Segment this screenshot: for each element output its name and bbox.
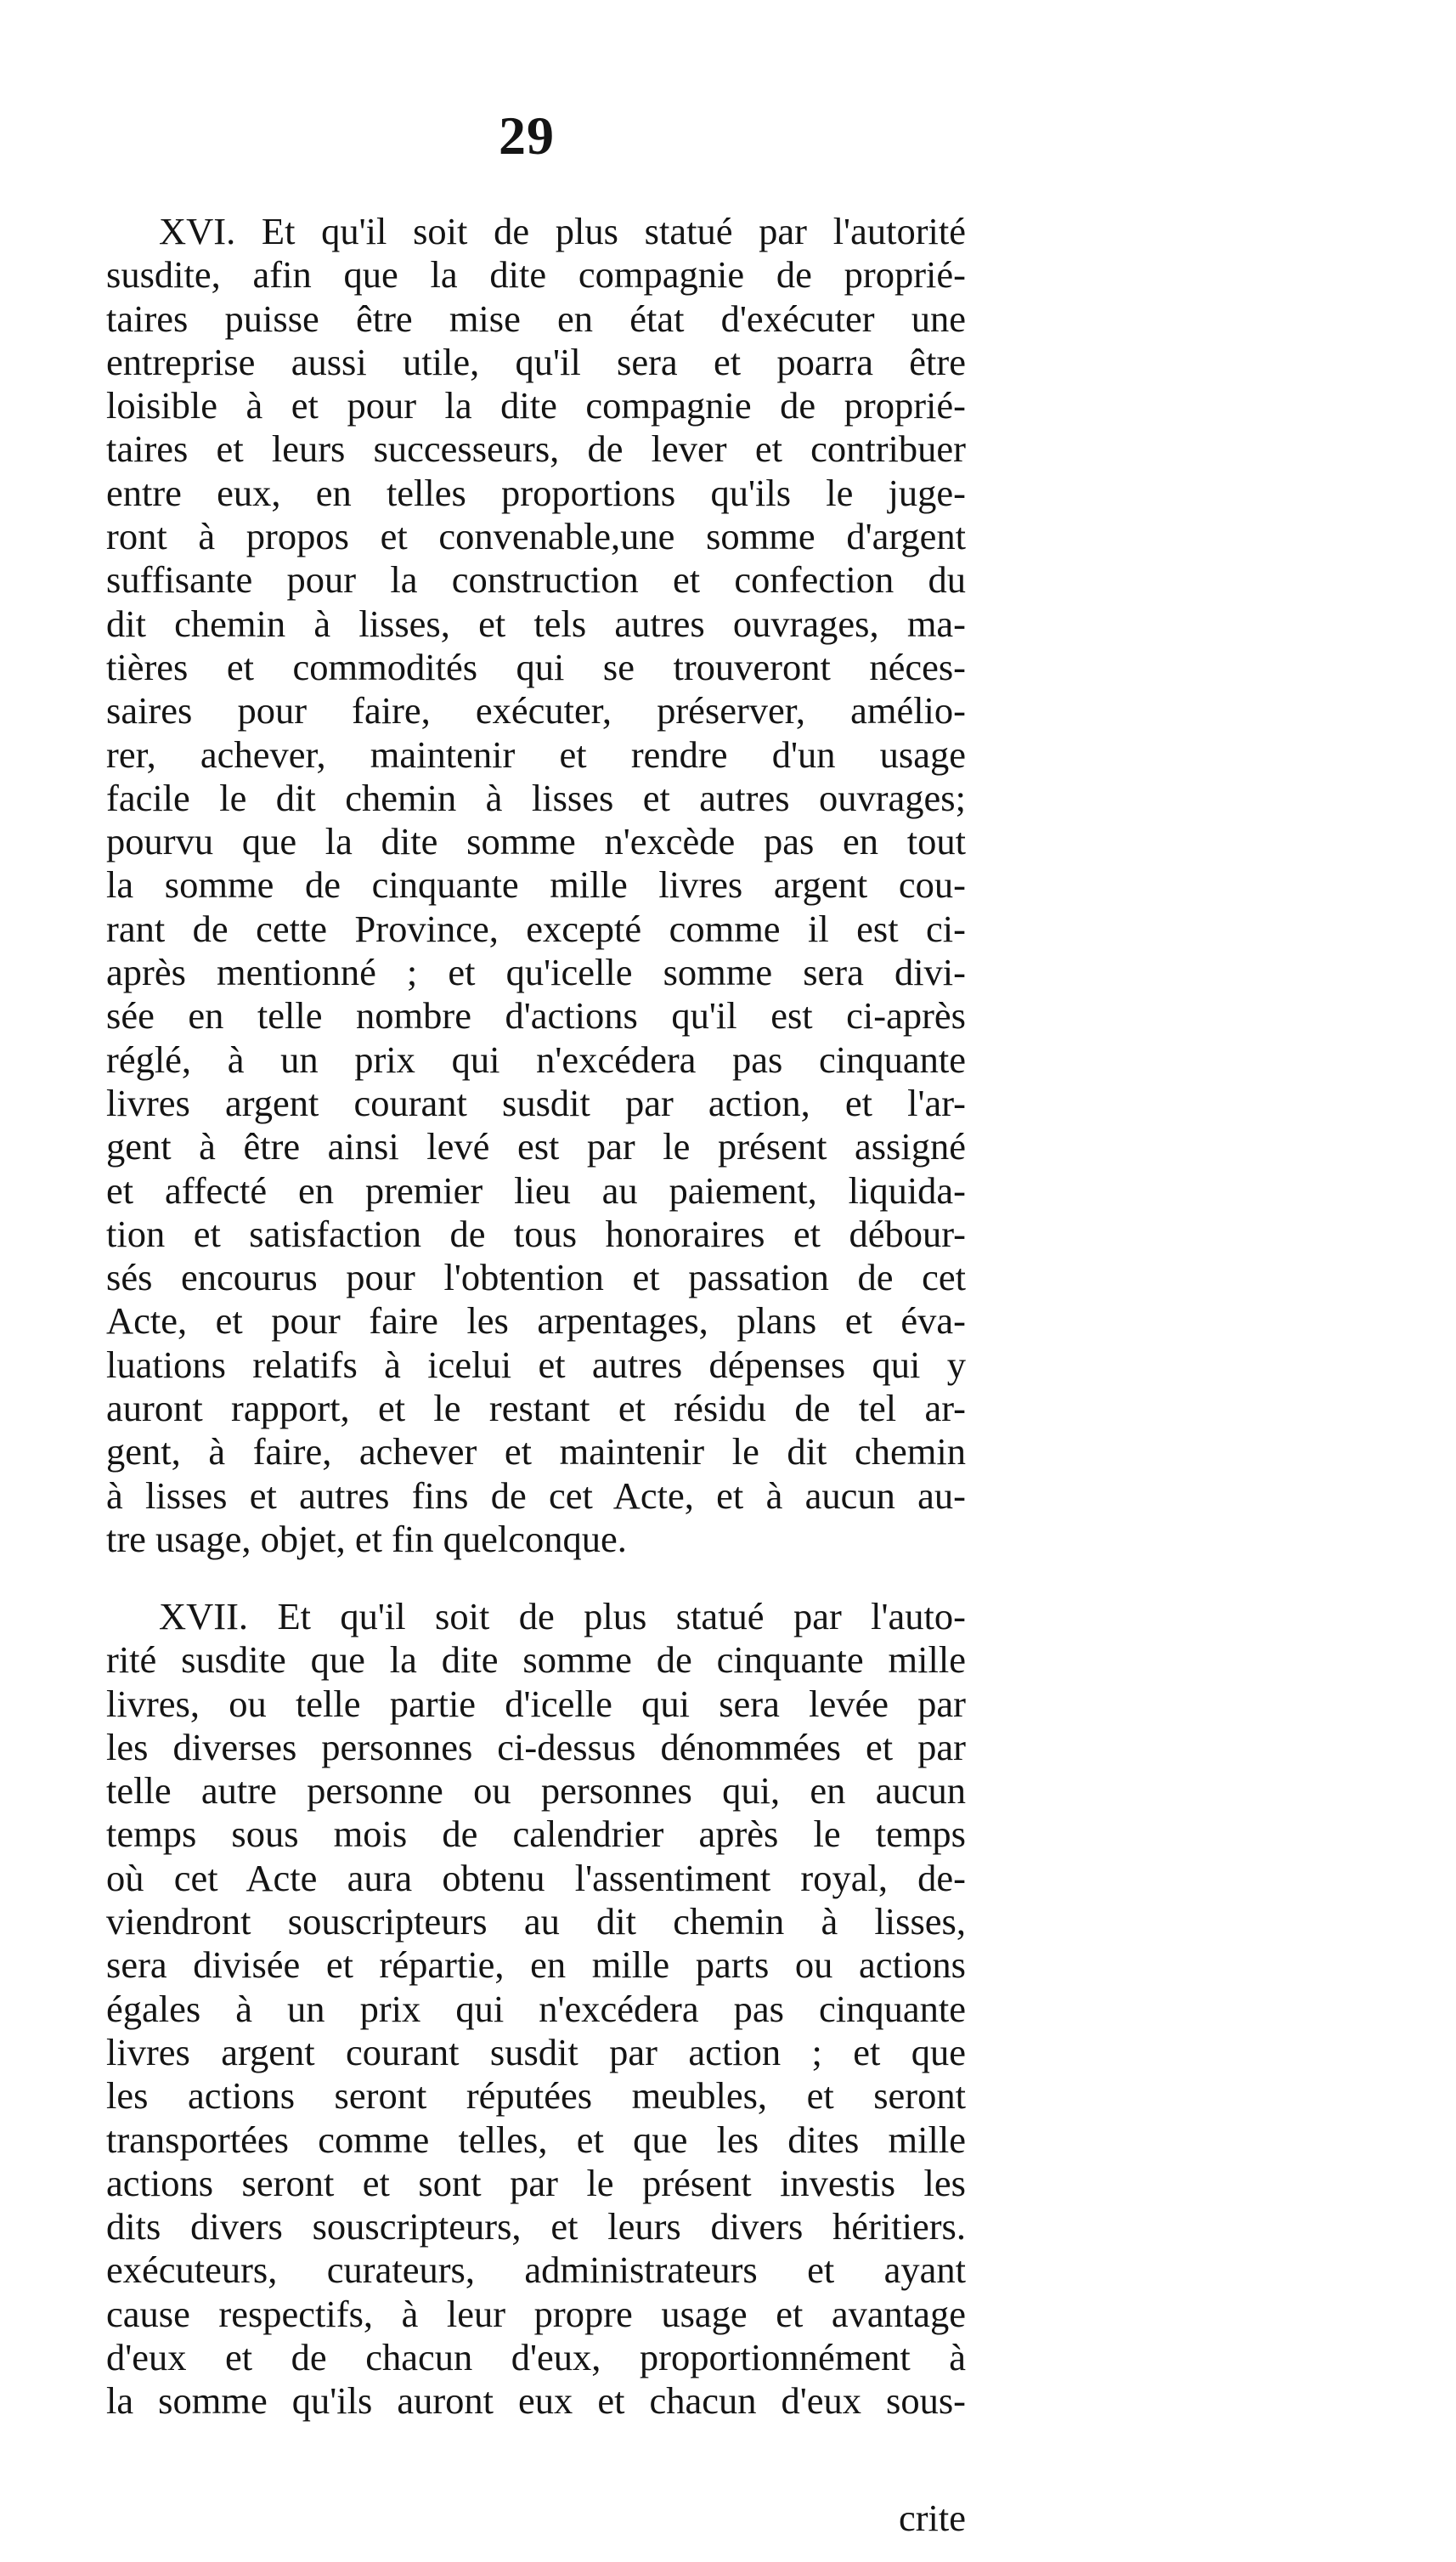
text-line: transportées comme telles, et que les dites mille (106, 2118, 966, 2161)
text-line: tre usage, objet, et fin quelconque. (106, 1517, 627, 1560)
text-line: tières et commodités qui se trouveront néces- (106, 645, 966, 688)
page-number: 29 (499, 105, 555, 166)
text-line: et affecté en premier lieu au paiement, liquida- (106, 1168, 966, 1212)
text-line: Acte, et pour faire les arpentages, plans et éva- (106, 1299, 966, 1343)
text-line: rité susdite que la dite somme de cinquante mille (106, 1638, 966, 1682)
text-line: auront rapport, et le restant et résidu de tel ar- (106, 1387, 966, 1430)
text-line: après mentionné ; et qu'icelle somme sera divi- (106, 951, 966, 994)
text-line: livres argent courant susdit par action ; et que (106, 2030, 966, 2073)
text-line: telle autre personne ou personnes qui, en aucun (106, 1769, 966, 1813)
text-line: la somme qu'ils auront eux et chacun d'eux sous- (106, 2379, 966, 2423)
text-line: sée en telle nombre d'actions qu'il est ci-après (106, 994, 966, 1038)
text-line: luations relatifs à icelui et autres dépenses qui y (106, 1343, 966, 1386)
text-line: sera divisée et répartie, en mille parts ou actions (106, 1943, 966, 1987)
section-xvi (106, 210, 966, 1561)
text-line: pourvu que la dite somme n'excède pas en tout (106, 820, 966, 863)
text-line: dits divers souscripteurs, et leurs divers héritiers. (106, 2205, 966, 2248)
text-line: XVII. Et qu'il soit de plus statué par l'auto- (159, 1595, 966, 1637)
text-line: taires et leurs successeurs, de lever et contribuer (106, 427, 966, 471)
text-line: exécuteurs, curateurs, administrateurs et ayant (106, 2248, 966, 2292)
text-line: d'eux et de chacun d'eux, proportionnément à (106, 2336, 966, 2379)
text-line: tion et satisfaction de tous honoraires et débour- (106, 1212, 966, 1255)
text-line: livres argent courant susdit par action, et l'ar- (106, 1081, 966, 1124)
text-line: rant de cette Province, excepté comme il est ci- (106, 907, 966, 950)
text-line: sés encourus pour l'obtention et passation de cet (106, 1256, 966, 1299)
text-line: rer, achever, maintenir et rendre d'un usage (106, 732, 966, 776)
text-line: suffisante pour la construction et confection du (106, 558, 966, 602)
text-line: livres, ou telle partie d'icelle qui sera levée par (106, 1682, 966, 1725)
catchword: crite (898, 2497, 966, 2539)
text-line: saires pour faire, exécuter, préserver, amélio- (106, 689, 966, 732)
text-line: XVI. Et qu'il soit de plus statué par l'autorité (159, 210, 966, 252)
text-line: à lisses et autres fins de cet Acte, et à aucun au- (106, 1473, 966, 1517)
text-line: ront à propos et convenable,une somme d'argent (106, 515, 966, 558)
text-line: gent, à faire, achever et maintenir le dit chemin (106, 1430, 966, 1473)
text-line: gent à être ainsi levé est par le présent assigné (106, 1125, 966, 1168)
text-line: taires puisse être mise en état d'exécuter une (106, 297, 966, 340)
text-line: dit chemin à lisses, et tels autres ouvrages, ma- (106, 602, 966, 645)
text-line: entreprise aussi utile, qu'il sera et poarra être (106, 340, 966, 383)
text-line: susdite, afin que la dite compagnie de proprié- (106, 253, 966, 297)
text-line: facile le dit chemin à lisses et autres ouvrages; (106, 776, 966, 819)
text-line: où cet Acte aura obtenu l'assentiment royal, de- (106, 1856, 966, 1899)
text-line: viendront souscripteurs au dit chemin à lisses, (106, 1900, 966, 1943)
text-line: la somme de cinquante mille livres argent cou- (106, 863, 966, 907)
text-line: les actions seront réputées meubles, et seront (106, 2074, 966, 2118)
text-line: égales à un prix qui n'excédera pas cinquante (106, 1987, 966, 2030)
section-xvii (106, 1595, 966, 2423)
text-line: cause respectifs, à leur propre usage et avantage (106, 2292, 966, 2335)
text-line: réglé, à un prix qui n'excédera pas cinquante (106, 1038, 966, 1081)
text-line: actions seront et sont par le présent investis les (106, 2161, 966, 2204)
text-line: entre eux, en telles proportions qu'ils le juge- (106, 471, 966, 514)
text-line: temps sous mois de calendrier après le temps (106, 1813, 966, 1856)
text-line: loisible à et pour la dite compagnie de proprié- (106, 384, 966, 427)
text-line: les diverses personnes ci-dessus dénommées et par (106, 1725, 966, 1768)
